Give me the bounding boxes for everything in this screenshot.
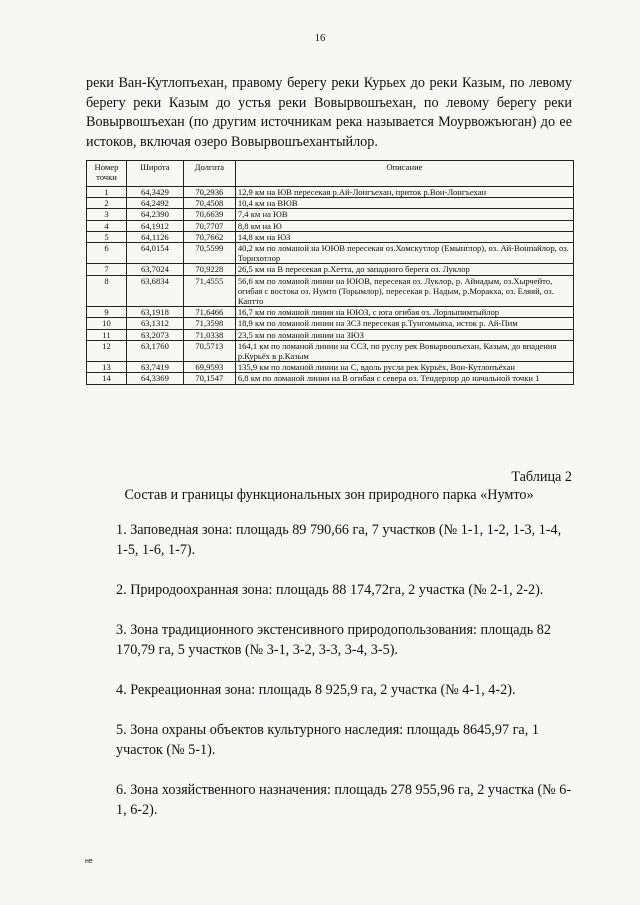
table-row [87, 318, 574, 329]
cell-longitude: 71,6466 [183, 307, 235, 318]
cell-description: 164,1 км по ломаной линии на ССЗ, по руслу рек Вовырвошъехан, Казым, до впадения р.Курьёх в р.Казым [235, 340, 573, 361]
cell-description: 6,8 км по ломаной линии на В огибая с севера оз. Тендерлор до начальной точки 1 [235, 373, 573, 384]
cell-point-number: 13 [87, 362, 127, 373]
table-row [87, 307, 574, 318]
cell-point-number: 12 [87, 340, 127, 361]
cell-longitude: 70,7662 [183, 231, 235, 242]
table2-label: Таблица 2 [511, 469, 572, 485]
cell-point-number: 14 [87, 373, 127, 384]
zones-list [116, 520, 574, 840]
cell-latitude: 64,1912 [126, 220, 183, 231]
table-row [87, 373, 574, 384]
cell-latitude: 64,3369 [126, 373, 183, 384]
cell-description: 14,8 км на ЮЗ [235, 231, 573, 242]
cell-latitude: 64,1126 [126, 231, 183, 242]
header-longitude: Долгота [183, 161, 235, 187]
zone-item: 3. Зона традиционного экстенсивного природопользования: площадь 82 170,79 га, 5 участков (№ 3-1, 3-2, 3-3, 3-4, 3-5). [116, 622, 551, 658]
cell-description: 16,7 км по ломаной линии на ЮЮЗ, с юга огибая оз. Лорлыпимтыйлор [235, 307, 573, 318]
table-row [87, 329, 574, 340]
cell-latitude: 64,3429 [126, 187, 183, 198]
cell-description: 26,5 км на В пересекая р.Хетта, до западного берега оз. Луклор [235, 264, 573, 275]
table2-title: Состав и границы функциональных зон природного парка «Нумто» [124, 487, 534, 503]
cell-longitude: 70,4508 [183, 198, 235, 209]
cell-latitude: 63,7419 [126, 362, 183, 373]
header-point-number: Номер точки [87, 161, 127, 187]
cell-description: 12,9 км на ЮВ пересекая р.Ай-Лонгъехан, приток р.Вон-Лонгъехан [235, 187, 573, 198]
cell-description: 40,2 км по ломаной на ЮЮВ пересекая оз.Хомскутлор (Емынглор), оз. Ай-Вонпайлор, оз. Торнхотлор [235, 243, 573, 264]
zone-item: 5. Зона охраны объектов культурного наследия: площадь 8645,97 га, 1 участок (№ 5-1). [116, 722, 539, 758]
cell-description: 8,8 км на Ю [235, 220, 573, 231]
cell-description: 23,5 км по ломаной линии на ЗЮЗ [235, 329, 573, 340]
cell-longitude: 69,9593 [183, 362, 235, 373]
table-row [87, 220, 574, 231]
table-row [87, 209, 574, 220]
cell-point-number: 11 [87, 329, 127, 340]
cell-longitude: 70,1547 [183, 373, 235, 384]
header-latitude: Широта [126, 161, 183, 187]
table-header-row [87, 161, 574, 187]
cell-latitude: 64,0154 [126, 243, 183, 264]
boundary-points-table [86, 160, 574, 385]
table-row [87, 264, 574, 275]
cell-latitude: 63,2073 [126, 329, 183, 340]
table-row [87, 243, 574, 264]
cell-point-number: 1 [87, 187, 127, 198]
zone-item: 6. Зона хозяйственного назначения: площадь 278 955,96 га, 2 участка (№ 6-1, 6-2). [116, 782, 572, 818]
cell-latitude: 63,1312 [126, 318, 183, 329]
cell-longitude: 70,5599 [183, 243, 235, 264]
cell-description: 10,4 км на ВЮВ [235, 198, 573, 209]
cell-longitude: 70,6639 [183, 209, 235, 220]
table-row [87, 198, 574, 209]
intro-paragraph [86, 74, 572, 152]
cell-description: 18,9 км по ломаной линии на ЗСЗ пересекая р.Тунгомыяха, исток р. Ай-Пим [235, 318, 573, 329]
cell-point-number: 7 [87, 264, 127, 275]
cell-longitude: 70,7707 [183, 220, 235, 231]
header-description: Описание [235, 161, 573, 187]
cell-longitude: 71,0338 [183, 329, 235, 340]
cell-description: 56,6 км по ломаной линии на ЮЮВ, пересекая оз. Луклор, р. Айнадым, оз.Хырчейто, огибая с востока оз. Нумто (Торымлор), пересекая р. Надым, р.Моракха, оз. Еляяй, оз. Каптто [235, 275, 573, 307]
zone-item: 1. Заповедная зона: площадь 89 790,66 га, 7 участков (№ 1-1, 1-2, 1-3, 1-4, 1-5, 1-6, 1-7). [116, 522, 562, 558]
cell-point-number: 2 [87, 198, 127, 209]
table-row [87, 275, 574, 307]
cell-longitude: 70,2936 [183, 187, 235, 198]
cell-longitude: 70,5713 [183, 340, 235, 361]
cell-description: 7,4 км на ЮВ [235, 209, 573, 220]
intro-text: реки Ван-Кутлопъехан, правому берегу реки Курьех до реки Казым, по левому берегу реки Казым до устья реки Вовырвошъехан, по левому берегу реки Вовырвошъехан (по другим источникам река называется Моурвожъюган) до ее истоков, включая озеро Вовырвошъехантыйлор. [86, 75, 572, 150]
cell-latitude: 63,6834 [126, 275, 183, 307]
cell-latitude: 63,7024 [126, 264, 183, 275]
zone-item: 2. Природоохранная зона: площадь 88 174,72га, 2 участка (№ 2-1, 2-2). [116, 582, 544, 598]
cell-latitude: 63,1918 [126, 307, 183, 318]
cell-latitude: 64,2492 [126, 198, 183, 209]
zone-item: 4. Рекреационная зона: площадь 8 925,9 га, 2 участка (№ 4-1, 4-2). [116, 682, 516, 698]
cell-point-number: 5 [87, 231, 127, 242]
cell-point-number: 4 [87, 220, 127, 231]
cell-point-number: 6 [87, 243, 127, 264]
cell-point-number: 10 [87, 318, 127, 329]
cell-latitude: 63,1760 [126, 340, 183, 361]
cell-latitude: 64,2390 [126, 209, 183, 220]
cell-point-number: 3 [87, 209, 127, 220]
cell-point-number: 9 [87, 307, 127, 318]
table-row [87, 340, 574, 361]
cell-longitude: 71,4555 [183, 275, 235, 307]
cell-longitude: 70,9228 [183, 264, 235, 275]
cell-description: 135,9 км по ломаной линии на С, вдоль русла рек Курьёх, Вон-Кутлопъёхан [235, 362, 573, 373]
footer-mark: не [85, 858, 93, 865]
table-row [87, 362, 574, 373]
cell-longitude: 71,3598 [183, 318, 235, 329]
cell-point-number: 8 [87, 275, 127, 307]
table-row [87, 231, 574, 242]
table-row [87, 187, 574, 198]
page-number: 16 [314, 33, 326, 44]
